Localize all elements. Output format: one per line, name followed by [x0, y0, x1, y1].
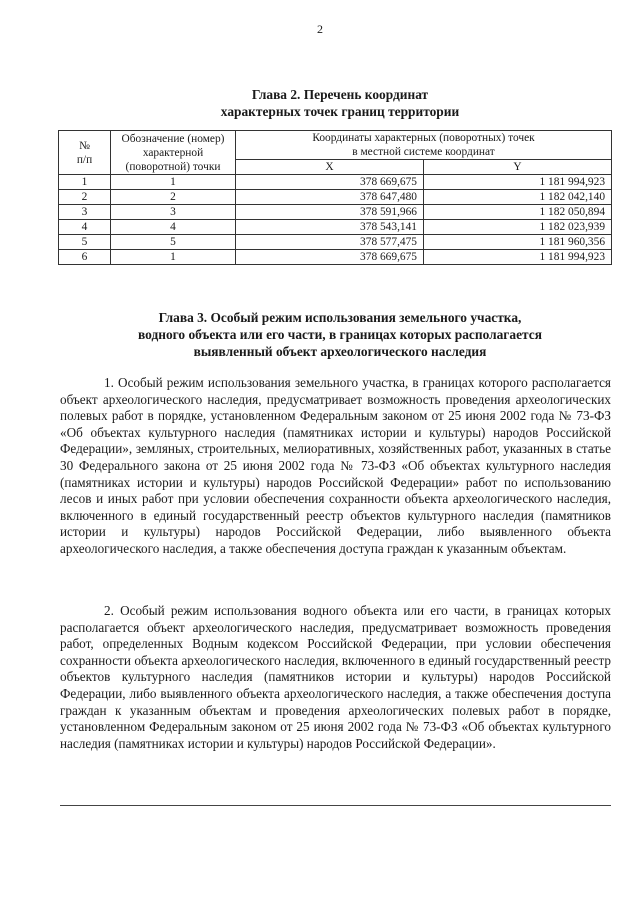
horizontal-rule — [60, 805, 611, 806]
table-row — [59, 205, 612, 220]
chapter-2-title-line: Глава 2. Перечень координат — [251, 87, 429, 102]
cell-point: 5 — [111, 235, 236, 250]
header-coordinates — [236, 131, 612, 160]
paragraph-1: 1. Особый режим использования земельного участка, в границах которого располагается объект археологического наследия, предусматривает возможность проведения археологических полевых работ в порядке, установленном Федеральным законом от 25 июня 2002 года № 73-ФЗ «Об объектах культурного наследия (памятниках истории и культуры) народов Российской Федерации», земляных, строительных, мелиоративных, хозяйственных работ, указанных в статье 30 Федерального закона от 25 июня 2002 года № 73-ФЗ «Об объектах культурного наследия (памятниках истории и культуры) народов Российской Федерации» работ по использованию лесов и иных работ при условии обеспечения сохранности объекта археологического наследия, включенного в единый государственный реестр объектов культурного наследия (памятников истории и культуры) народов Российской Федерации, либо выявленного объекта археологического наследия, а также обеспечения доступа граждан к указанным объектам. — [60, 375, 611, 556]
cell-y: 1 182 023,939 — [424, 220, 612, 235]
cell-x: 378 591,966 — [236, 205, 424, 220]
chapter-2-title — [60, 86, 620, 120]
cell-num: 3 — [59, 205, 111, 220]
chapter-3-title-line: выявленный объект археологического наследия — [193, 344, 487, 359]
cell-y: 1 181 960,356 — [424, 235, 612, 250]
header-point — [111, 131, 236, 175]
header-point-line: Обозначение (номер) — [121, 132, 225, 145]
cell-num: 4 — [59, 220, 111, 235]
header-point-line: характерной — [142, 146, 204, 159]
cell-y: 1 181 994,923 — [424, 175, 612, 190]
cell-x: 378 543,141 — [236, 220, 424, 235]
header-x: X — [236, 160, 424, 175]
header-num-line: № — [79, 139, 90, 152]
cell-num: 2 — [59, 190, 111, 205]
cell-point: 1 — [111, 175, 236, 190]
page-number: 2 — [317, 22, 323, 36]
cell-num: 5 — [59, 235, 111, 250]
table-row — [59, 220, 612, 235]
chapter-3-title-line: водного объекта или его части, в границах которых располагается — [138, 327, 542, 342]
chapter-3-title — [60, 309, 620, 360]
cell-point: 3 — [111, 205, 236, 220]
cell-x: 378 669,675 — [236, 175, 424, 190]
paragraph-2: 2. Особый режим использования водного объекта или его части, в границах которых располагается объект археологического наследия, предусматривает возможность проведения работ, определенных Водным кодексом Российской Федерации, при условии обеспечения сохранности объекта археологического наследия, включенного в единый государственный реестр объектов культурного наследия (памятников истории и культуры) народов Российской Федерации, либо выявленного объекта археологического наследия, а также обеспечения доступа граждан к указанным объектам и проведения археологических полевых работ в порядке, установленном Федеральным законом от 25 июня 2002 года № 73-ФЗ «Об объектах культурного наследия (памятниках истории и культуры) народов Российской Федерации». — [60, 603, 611, 751]
cell-y: 1 182 042,140 — [424, 190, 612, 205]
chapter-3-title-line: Глава 3. Особый режим использования земельного участка, — [158, 310, 522, 325]
cell-point: 1 — [111, 250, 236, 265]
table-row — [59, 250, 612, 265]
header-y: Y — [424, 160, 612, 175]
table-row — [59, 175, 612, 190]
header-num — [59, 131, 111, 175]
cell-x: 378 647,480 — [236, 190, 424, 205]
table-row — [59, 190, 612, 205]
cell-point: 4 — [111, 220, 236, 235]
header-point-line: (поворотной) точки — [125, 160, 221, 173]
header-coordinates-line: Координаты характерных (поворотных) точек — [312, 132, 535, 144]
cell-x: 378 577,475 — [236, 235, 424, 250]
cell-point: 2 — [111, 190, 236, 205]
header-num-line: п/п — [76, 153, 93, 166]
cell-y: 1 182 050,894 — [424, 205, 612, 220]
header-coordinates-line: в местной системе координат — [352, 146, 495, 158]
cell-x: 378 669,675 — [236, 250, 424, 265]
coordinates-table — [58, 130, 612, 265]
cell-num: 1 — [59, 175, 111, 190]
cell-y: 1 181 994,923 — [424, 250, 612, 265]
table-row — [59, 235, 612, 250]
chapter-2-title-line: характерных точек границ территории — [220, 104, 460, 119]
cell-num: 6 — [59, 250, 111, 265]
